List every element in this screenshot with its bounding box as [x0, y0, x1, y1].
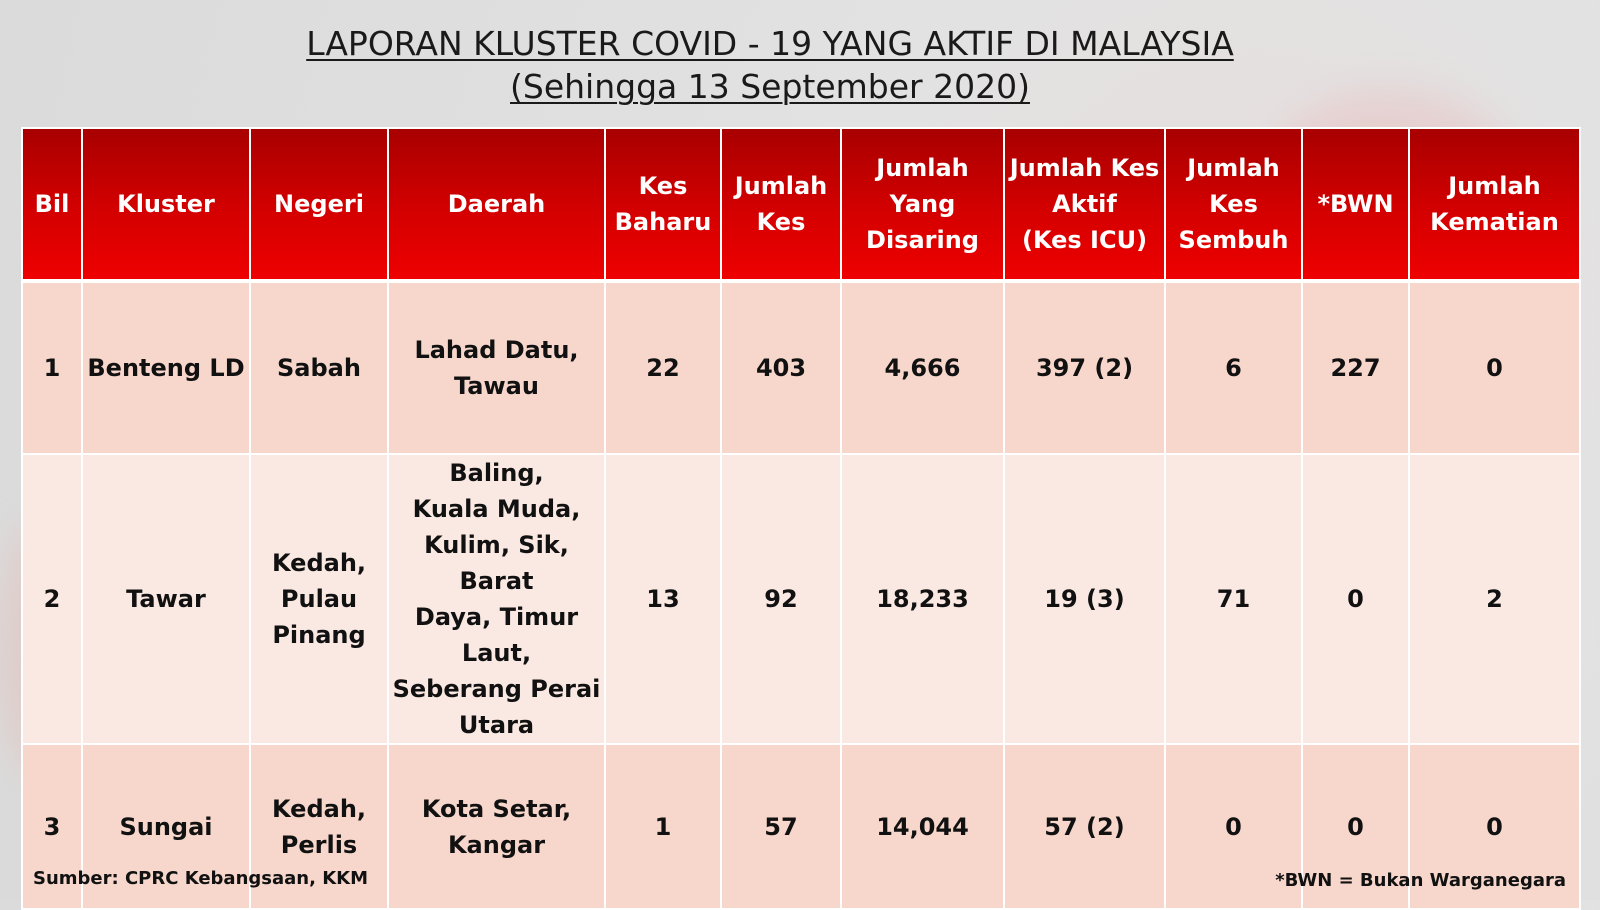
header-label-line: Jumlah Kes	[1009, 154, 1160, 182]
cell-text-line: Tawau	[454, 372, 539, 400]
cell-text-line: Kangar	[447, 830, 546, 859]
cell-jumlah-kematian: 0	[1409, 744, 1580, 909]
cell-text-line: Baling,	[449, 459, 544, 487]
cell-text-line: Kedah,	[271, 794, 367, 823]
bwn-footnote: *BWN = Bukan Warganegara	[1275, 870, 1566, 891]
cell-kes-baharu: 1	[605, 744, 721, 909]
cell-jumlah-kes: 403	[721, 281, 841, 454]
table-row	[22, 281, 1580, 454]
cell-negeri	[250, 281, 388, 454]
cell-text-line: Kota Setar,	[421, 794, 572, 823]
cluster-report-table	[21, 127, 1581, 910]
header-jumlah-kematian	[1409, 128, 1580, 281]
cell-kluster: Benteng LD	[82, 281, 250, 454]
cell-text-line: Sabah	[277, 354, 361, 382]
header-jumlah-kes	[721, 128, 841, 281]
title-line-2: (Sehingga 13 September 2020)	[510, 67, 1030, 106]
cell-jumlah-kes: 57	[721, 744, 841, 909]
cell-bwn: 227	[1302, 281, 1409, 454]
cell-bil: 3	[22, 744, 82, 909]
cell-kes-baharu: 22	[605, 281, 721, 454]
cell-jumlah-disaring: 18,233	[841, 454, 1004, 744]
header-label-line: Kes	[638, 172, 688, 200]
cell-jumlah-kes-sembuh: 71	[1165, 454, 1302, 744]
cell-text-line: Pulau	[280, 585, 358, 613]
cell-jumlah-kematian: 2	[1409, 454, 1580, 744]
cell-jumlah-kes-aktif: 397 (2)	[1004, 281, 1165, 454]
header-label-line: Jumlah	[734, 172, 828, 200]
cell-bwn: 0	[1302, 454, 1409, 744]
cell-text-line: Lahad Datu,	[414, 336, 579, 364]
header-label-line: Kematian	[1430, 208, 1559, 236]
cell-text-line: Kulim, Sik, Barat	[424, 531, 569, 595]
cell-jumlah-kes-sembuh: 0	[1165, 744, 1302, 909]
cell-jumlah-kematian: 0	[1409, 281, 1580, 454]
header-daerah	[388, 128, 605, 281]
header-label-line: (Kes ICU)	[1021, 226, 1148, 254]
cell-kluster: Sungai	[82, 744, 250, 909]
header-bwn	[1302, 128, 1409, 281]
source-note: Sumber: CPRC Kebangsaan, KKM	[33, 868, 369, 889]
cell-kluster: Tawar	[82, 454, 250, 744]
cell-jumlah-kes-aktif: 19 (3)	[1004, 454, 1165, 744]
header-label-line: Kes	[756, 208, 806, 236]
cell-bil: 2	[22, 454, 82, 744]
cell-daerah	[388, 454, 605, 744]
header-label-line: Disaring	[866, 226, 979, 254]
header-bil	[22, 128, 82, 281]
cell-text-line: Daya, Timur Laut,	[414, 603, 579, 667]
cell-text-line: Seberang Perai	[392, 675, 601, 703]
cell-jumlah-kes: 92	[721, 454, 841, 744]
header-label-line: Baharu	[614, 208, 712, 236]
header-label-line: Jumlah	[1187, 154, 1280, 182]
header-label-line: Negeri	[274, 190, 364, 218]
title-line-1: LAPORAN KLUSTER COVID - 19 YANG AKTIF DI MALAYSIA	[306, 24, 1234, 63]
cell-daerah	[388, 744, 605, 909]
cell-text-line: Kuala Muda,	[412, 495, 581, 523]
cell-text-line: Perlis	[280, 830, 358, 859]
page-title	[0, 22, 1540, 108]
header-kes-baharu	[605, 128, 721, 281]
cell-jumlah-kes-sembuh: 6	[1165, 281, 1302, 454]
cell-text-line: Pinang	[272, 621, 366, 649]
table-row	[22, 454, 1580, 744]
header-label-line: Yang	[889, 190, 956, 218]
cell-jumlah-disaring: 4,666	[841, 281, 1004, 454]
cell-bwn: 0	[1302, 744, 1409, 909]
cell-daerah	[388, 281, 605, 454]
cell-bil: 1	[22, 281, 82, 454]
header-negeri	[250, 128, 388, 281]
header-label-line: Sembuh	[1178, 226, 1289, 254]
header-label-line: Daerah	[447, 190, 546, 218]
header-label-line: Jumlah	[1448, 172, 1541, 200]
table-header-row	[22, 128, 1580, 281]
header-kluster	[82, 128, 250, 281]
header-label-line: Aktif	[1052, 190, 1117, 218]
cell-jumlah-disaring: 14,044	[841, 744, 1004, 909]
header-label-line: *BWN	[1317, 190, 1394, 218]
header-jumlah-disaring	[841, 128, 1004, 281]
header-jumlah-kes-sembuh	[1165, 128, 1302, 281]
header-label-line: Bil	[34, 190, 70, 218]
cell-jumlah-kes-aktif: 57 (2)	[1004, 744, 1165, 909]
header-jumlah-kes-aktif	[1004, 128, 1165, 281]
cell-text-line: Utara	[458, 711, 535, 739]
header-label-line: Jumlah	[876, 154, 969, 182]
header-label-line: Kes	[1209, 190, 1258, 218]
cell-negeri	[250, 454, 388, 744]
header-label-line: Kluster	[117, 190, 215, 218]
cell-text-line: Kedah,	[271, 549, 367, 577]
cell-kes-baharu: 13	[605, 454, 721, 744]
